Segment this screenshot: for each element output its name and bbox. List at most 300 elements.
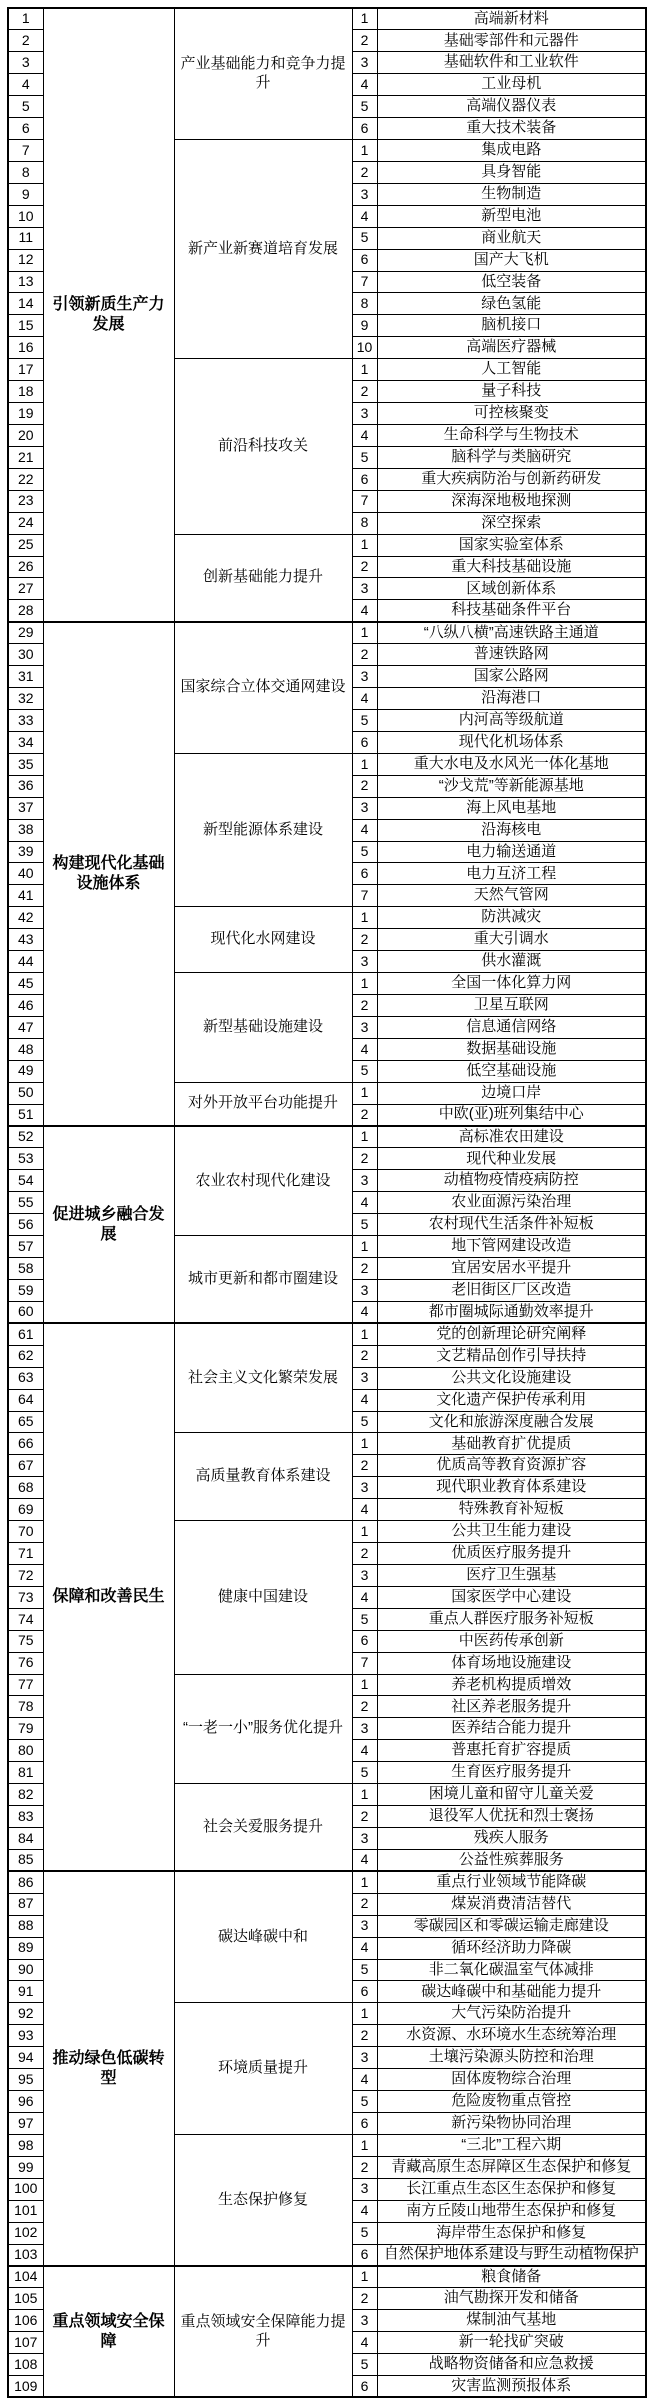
item-number-cell: 1 [352, 973, 377, 995]
item-number-cell: 6 [352, 2376, 377, 2398]
row-number-cell: 59 [8, 1279, 43, 1301]
item-number-cell: 4 [352, 2069, 377, 2091]
category-cell: 保障和改善民生 [43, 1323, 174, 1871]
item-number-cell: 3 [352, 52, 377, 74]
row-number-cell: 44 [8, 951, 43, 973]
row-number-cell: 68 [8, 1477, 43, 1499]
item-number-cell: 8 [352, 512, 377, 534]
item-name-cell: 灾害监测预报体系 [377, 2376, 646, 2398]
item-number-cell: 2 [352, 2156, 377, 2178]
item-name-cell: 青藏高原生态屏障区生态保护和修复 [377, 2156, 646, 2178]
item-number-cell: 4 [352, 1038, 377, 1060]
item-name-cell: “八纵八横”高速铁路主通道 [377, 622, 646, 644]
row-number-cell: 11 [8, 227, 43, 249]
row-number-cell: 101 [8, 2200, 43, 2222]
item-number-cell: 2 [352, 30, 377, 52]
item-number-cell: 6 [352, 863, 377, 885]
row-number-cell: 31 [8, 666, 43, 688]
item-number-cell: 4 [352, 1586, 377, 1608]
item-name-cell: 电力输送通道 [377, 841, 646, 863]
item-name-cell: 社区养老服务提升 [377, 1696, 646, 1718]
item-number-cell: 2 [352, 1104, 377, 1126]
row-number-cell: 67 [8, 1455, 43, 1477]
row-number-cell: 35 [8, 753, 43, 775]
item-name-cell: 基础零部件和元器件 [377, 30, 646, 52]
item-name-cell: 重大疾病防治与创新药研发 [377, 468, 646, 490]
item-name-cell: 困境儿童和留守儿童关爱 [377, 1784, 646, 1806]
row-number-cell: 81 [8, 1762, 43, 1784]
item-number-cell: 1 [352, 8, 377, 30]
subcategory-cell: 产业基础能力和竞争力提升 [174, 8, 352, 140]
row-number-cell: 75 [8, 1630, 43, 1652]
item-number-cell: 2 [352, 381, 377, 403]
row-number-cell: 104 [8, 2266, 43, 2288]
item-name-cell: 集成电路 [377, 140, 646, 162]
item-name-cell: 中医药传承创新 [377, 1630, 646, 1652]
row-number-cell: 57 [8, 1236, 43, 1258]
category-cell: 重点领域安全保障 [43, 2266, 174, 2398]
item-number-cell: 2 [352, 556, 377, 578]
item-name-cell: 宜居安居水平提升 [377, 1258, 646, 1280]
item-name-cell: 海岸带生态保护和修复 [377, 2222, 646, 2244]
subcategory-cell: 碳达峰碳中和 [174, 1871, 352, 2003]
item-name-cell: 新污染物协同治理 [377, 2113, 646, 2135]
item-name-cell: 党的创新理论研究阐释 [377, 1323, 646, 1345]
item-number-cell: 1 [352, 1126, 377, 1148]
item-name-cell: 农业面源污染治理 [377, 1192, 646, 1214]
item-number-cell: 7 [352, 1652, 377, 1674]
item-name-cell: 固体废物综合治理 [377, 2069, 646, 2091]
item-number-cell: 3 [352, 1279, 377, 1301]
row-number-cell: 55 [8, 1192, 43, 1214]
item-name-cell: 绿色氢能 [377, 293, 646, 315]
item-name-cell: 基础软件和工业软件 [377, 52, 646, 74]
item-number-cell: 2 [352, 1455, 377, 1477]
row-number-cell: 9 [8, 183, 43, 205]
item-number-cell: 5 [352, 710, 377, 732]
row-number-cell: 16 [8, 337, 43, 359]
row-number-cell: 15 [8, 315, 43, 337]
item-name-cell: 非二氧化碳温室气体减排 [377, 1959, 646, 1981]
item-name-cell: 文艺精品创作引导扶持 [377, 1345, 646, 1367]
item-name-cell: 低空装备 [377, 271, 646, 293]
subcategory-cell: “一老一小”服务优化提升 [174, 1674, 352, 1784]
row-number-cell: 94 [8, 2047, 43, 2069]
row-number-cell: 90 [8, 1959, 43, 1981]
item-name-cell: 海上风电基地 [377, 797, 646, 819]
row-number-cell: 26 [8, 556, 43, 578]
item-number-cell: 1 [352, 1871, 377, 1893]
item-number-cell: 4 [352, 1389, 377, 1411]
item-name-cell: 边境口岸 [377, 1082, 646, 1104]
item-name-cell: 重大科技基础设施 [377, 556, 646, 578]
row-number-cell: 13 [8, 271, 43, 293]
item-number-cell: 5 [352, 1959, 377, 1981]
item-name-cell: 内河高等级航道 [377, 710, 646, 732]
item-name-cell: 高端医疗器械 [377, 337, 646, 359]
item-number-cell: 1 [352, 753, 377, 775]
row-number-cell: 73 [8, 1586, 43, 1608]
item-name-cell: 脑科学与类脑研究 [377, 446, 646, 468]
item-name-cell: 全国一体化算力网 [377, 973, 646, 995]
row-number-cell: 62 [8, 1345, 43, 1367]
item-number-cell: 3 [352, 797, 377, 819]
item-number-cell: 5 [352, 841, 377, 863]
item-name-cell: 动植物疫情疫病防控 [377, 1170, 646, 1192]
row-number-cell: 64 [8, 1389, 43, 1411]
row-number-cell: 63 [8, 1367, 43, 1389]
row-number-cell: 85 [8, 1849, 43, 1871]
item-number-cell: 3 [352, 951, 377, 973]
item-number-cell: 3 [352, 2310, 377, 2332]
row-number-cell: 10 [8, 205, 43, 227]
item-name-cell: 科技基础条件平台 [377, 600, 646, 622]
row-number-cell: 102 [8, 2222, 43, 2244]
item-name-cell: 优质高等教育资源扩容 [377, 1455, 646, 1477]
row-number-cell: 27 [8, 578, 43, 600]
row-number-cell: 69 [8, 1499, 43, 1521]
row-number-cell: 87 [8, 1893, 43, 1915]
table-row [8, 1126, 646, 1148]
row-number-cell: 7 [8, 140, 43, 162]
item-number-cell: 5 [352, 1214, 377, 1236]
item-name-cell: 国家实验室体系 [377, 534, 646, 556]
row-number-cell: 20 [8, 425, 43, 447]
item-number-cell: 4 [352, 74, 377, 96]
row-number-cell: 107 [8, 2332, 43, 2354]
subcategory-cell: 城市更新和都市圈建设 [174, 1236, 352, 1324]
row-number-cell: 76 [8, 1652, 43, 1674]
item-name-cell: 重大技术装备 [377, 118, 646, 140]
row-number-cell: 19 [8, 403, 43, 425]
row-number-cell: 12 [8, 249, 43, 271]
item-number-cell: 2 [352, 2288, 377, 2310]
item-number-cell: 4 [352, 2200, 377, 2222]
item-number-cell: 4 [352, 205, 377, 227]
item-number-cell: 6 [352, 731, 377, 753]
item-name-cell: 重大水电及水风光一体化基地 [377, 753, 646, 775]
row-number-cell: 54 [8, 1170, 43, 1192]
subcategory-cell: 生态保护修复 [174, 2134, 352, 2266]
item-name-cell: 残疾人服务 [377, 1828, 646, 1850]
item-number-cell: 3 [352, 1016, 377, 1038]
row-number-cell: 100 [8, 2178, 43, 2200]
item-number-cell: 3 [352, 666, 377, 688]
row-number-cell: 78 [8, 1696, 43, 1718]
item-name-cell: 油气勘探开发和储备 [377, 2288, 646, 2310]
row-number-cell: 41 [8, 885, 43, 907]
row-number-cell: 89 [8, 1937, 43, 1959]
item-name-cell: 商业航天 [377, 227, 646, 249]
item-name-cell: 新型电池 [377, 205, 646, 227]
row-number-cell: 22 [8, 468, 43, 490]
category-cell: 引领新质生产力发展 [43, 8, 174, 622]
item-name-cell: “三北”工程六期 [377, 2134, 646, 2156]
item-number-cell: 1 [352, 622, 377, 644]
row-number-cell: 28 [8, 600, 43, 622]
item-name-cell: 脑机接口 [377, 315, 646, 337]
subcategory-cell: 社会主义文化繁荣发展 [174, 1323, 352, 1433]
item-number-cell: 3 [352, 403, 377, 425]
item-number-cell: 2 [352, 1345, 377, 1367]
item-number-cell: 4 [352, 1740, 377, 1762]
item-number-cell: 7 [352, 271, 377, 293]
item-name-cell: 体育场地设施建设 [377, 1652, 646, 1674]
item-number-cell: 2 [352, 1148, 377, 1170]
item-number-cell: 6 [352, 1630, 377, 1652]
row-number-cell: 42 [8, 907, 43, 929]
item-number-cell: 1 [352, 1433, 377, 1455]
item-number-cell: 3 [352, 2047, 377, 2069]
item-number-cell: 2 [352, 644, 377, 666]
item-name-cell: 工业母机 [377, 74, 646, 96]
row-number-cell: 105 [8, 2288, 43, 2310]
table-body [8, 8, 646, 2397]
item-name-cell: 公共文化设施建设 [377, 1367, 646, 1389]
item-number-cell: 5 [352, 1411, 377, 1433]
item-name-cell: 文化和旅游深度融合发展 [377, 1411, 646, 1433]
item-number-cell: 4 [352, 1499, 377, 1521]
item-name-cell: 优质医疗服务提升 [377, 1543, 646, 1565]
item-name-cell: 人工智能 [377, 359, 646, 381]
item-name-cell: 南方丘陵山地带生态保护和修复 [377, 2200, 646, 2222]
item-name-cell: 电力互济工程 [377, 863, 646, 885]
item-name-cell: 现代种业发展 [377, 1148, 646, 1170]
row-number-cell: 106 [8, 2310, 43, 2332]
item-name-cell: 老旧街区厂区改造 [377, 1279, 646, 1301]
row-number-cell: 86 [8, 1871, 43, 1893]
item-name-cell: 沿海港口 [377, 688, 646, 710]
row-number-cell: 88 [8, 1915, 43, 1937]
row-number-cell: 80 [8, 1740, 43, 1762]
item-number-cell: 4 [352, 1937, 377, 1959]
row-number-cell: 97 [8, 2113, 43, 2135]
item-number-cell: 1 [352, 1236, 377, 1258]
row-number-cell: 79 [8, 1718, 43, 1740]
row-number-cell: 65 [8, 1411, 43, 1433]
row-number-cell: 45 [8, 973, 43, 995]
subcategory-cell: 社会关爱服务提升 [174, 1784, 352, 1872]
item-name-cell: 中欧(亚)班列集结中心 [377, 1104, 646, 1126]
table-row [8, 1323, 646, 1345]
item-number-cell: 4 [352, 1301, 377, 1323]
item-name-cell: 水资源、水环境水生态统筹治理 [377, 2025, 646, 2047]
subcategory-cell: 前沿科技攻关 [174, 359, 352, 534]
row-number-cell: 82 [8, 1784, 43, 1806]
item-name-cell: 基础教育扩优提质 [377, 1433, 646, 1455]
item-name-cell: 普惠托育扩容提质 [377, 1740, 646, 1762]
item-name-cell: 防洪减灾 [377, 907, 646, 929]
row-number-cell: 2 [8, 30, 43, 52]
item-name-cell: 数据基础设施 [377, 1038, 646, 1060]
row-number-cell: 109 [8, 2376, 43, 2398]
row-number-cell: 39 [8, 841, 43, 863]
item-name-cell: 零碳园区和零碳运输走廊建设 [377, 1915, 646, 1937]
item-name-cell: 可控核聚变 [377, 403, 646, 425]
item-number-cell: 9 [352, 315, 377, 337]
row-number-cell: 1 [8, 8, 43, 30]
subcategory-cell: 现代化水网建设 [174, 907, 352, 973]
row-number-cell: 99 [8, 2156, 43, 2178]
item-name-cell: 信息通信网络 [377, 1016, 646, 1038]
table-row [8, 2266, 646, 2288]
row-number-cell: 52 [8, 1126, 43, 1148]
row-number-cell: 84 [8, 1828, 43, 1850]
item-number-cell: 2 [352, 775, 377, 797]
row-number-cell: 70 [8, 1521, 43, 1543]
item-name-cell: 煤制油气基地 [377, 2310, 646, 2332]
row-number-cell: 40 [8, 863, 43, 885]
item-name-cell: 国家公路网 [377, 666, 646, 688]
item-name-cell: 天然气管网 [377, 885, 646, 907]
item-number-cell: 3 [352, 2178, 377, 2200]
row-number-cell: 38 [8, 819, 43, 841]
item-number-cell: 3 [352, 1915, 377, 1937]
item-number-cell: 6 [352, 2244, 377, 2266]
item-name-cell: 退役军人优抚和烈士褒扬 [377, 1806, 646, 1828]
item-name-cell: 普速铁路网 [377, 644, 646, 666]
row-number-cell: 96 [8, 2091, 43, 2113]
category-cell: 促进城乡融合发展 [43, 1126, 174, 1323]
item-name-cell: 高端新材料 [377, 8, 646, 30]
row-number-cell: 6 [8, 118, 43, 140]
item-name-cell: 区域创新体系 [377, 578, 646, 600]
row-number-cell: 83 [8, 1806, 43, 1828]
item-name-cell: 生物制造 [377, 183, 646, 205]
item-number-cell: 1 [352, 2266, 377, 2288]
row-number-cell: 18 [8, 381, 43, 403]
item-number-cell: 5 [352, 2222, 377, 2244]
item-number-cell: 3 [352, 1170, 377, 1192]
table-row [8, 8, 646, 30]
item-number-cell: 5 [352, 227, 377, 249]
row-number-cell: 36 [8, 775, 43, 797]
item-name-cell: 医养结合能力提升 [377, 1718, 646, 1740]
row-number-cell: 53 [8, 1148, 43, 1170]
item-number-cell: 2 [352, 2025, 377, 2047]
item-name-cell: 国家医学中心建设 [377, 1586, 646, 1608]
item-name-cell: 现代化机场体系 [377, 731, 646, 753]
item-number-cell: 5 [352, 2091, 377, 2113]
item-name-cell: 自然保护地体系建设与野生动植物保护 [377, 2244, 646, 2266]
item-name-cell: 土壤污染源头防控和治理 [377, 2047, 646, 2069]
table-row [8, 1871, 646, 1893]
item-number-cell: 3 [352, 578, 377, 600]
item-name-cell: 危险废物重点管控 [377, 2091, 646, 2113]
item-name-cell: 深空探索 [377, 512, 646, 534]
item-number-cell: 2 [352, 1258, 377, 1280]
item-number-cell: 3 [352, 1564, 377, 1586]
item-number-cell: 2 [352, 161, 377, 183]
row-number-cell: 14 [8, 293, 43, 315]
item-name-cell: 低空基础设施 [377, 1060, 646, 1082]
item-name-cell: 卫星互联网 [377, 994, 646, 1016]
item-number-cell: 4 [352, 819, 377, 841]
item-number-cell: 1 [352, 359, 377, 381]
item-name-cell: 煤炭消费清洁替代 [377, 1893, 646, 1915]
item-number-cell: 4 [352, 425, 377, 447]
row-number-cell: 71 [8, 1543, 43, 1565]
item-name-cell: 生育医疗服务提升 [377, 1762, 646, 1784]
item-number-cell: 10 [352, 337, 377, 359]
subcategory-cell: 农业农村现代化建设 [174, 1126, 352, 1236]
row-number-cell: 50 [8, 1082, 43, 1104]
item-number-cell: 7 [352, 490, 377, 512]
row-number-cell: 95 [8, 2069, 43, 2091]
item-number-cell: 3 [352, 1477, 377, 1499]
item-name-cell: 深海深地极地探测 [377, 490, 646, 512]
row-number-cell: 48 [8, 1038, 43, 1060]
subcategory-cell: 创新基础能力提升 [174, 534, 352, 622]
item-number-cell: 1 [352, 140, 377, 162]
table-row [8, 622, 646, 644]
row-number-cell: 108 [8, 2354, 43, 2376]
row-number-cell: 77 [8, 1674, 43, 1696]
item-number-cell: 1 [352, 1082, 377, 1104]
row-number-cell: 49 [8, 1060, 43, 1082]
row-number-cell: 98 [8, 2134, 43, 2156]
item-number-cell: 2 [352, 1696, 377, 1718]
item-name-cell: 新一轮找矿突破 [377, 2332, 646, 2354]
row-number-cell: 4 [8, 74, 43, 96]
row-number-cell: 3 [8, 52, 43, 74]
item-name-cell: 文化遗产保护传承利用 [377, 1389, 646, 1411]
item-name-cell: 生命科学与生物技术 [377, 425, 646, 447]
item-number-cell: 6 [352, 468, 377, 490]
item-number-cell: 3 [352, 183, 377, 205]
item-number-cell: 5 [352, 446, 377, 468]
row-number-cell: 58 [8, 1258, 43, 1280]
item-name-cell: 特殊教育补短板 [377, 1499, 646, 1521]
item-number-cell: 7 [352, 885, 377, 907]
row-number-cell: 43 [8, 929, 43, 951]
row-number-cell: 92 [8, 2003, 43, 2025]
item-name-cell: 供水灌溉 [377, 951, 646, 973]
item-number-cell: 1 [352, 1323, 377, 1345]
item-number-cell: 1 [352, 2134, 377, 2156]
item-number-cell: 2 [352, 994, 377, 1016]
item-name-cell: 具身智能 [377, 161, 646, 183]
row-number-cell: 61 [8, 1323, 43, 1345]
item-number-cell: 3 [352, 1367, 377, 1389]
item-name-cell: 农村现代生活条件补短板 [377, 1214, 646, 1236]
item-number-cell: 1 [352, 907, 377, 929]
item-number-cell: 1 [352, 1784, 377, 1806]
item-name-cell: 沿海核电 [377, 819, 646, 841]
item-number-cell: 6 [352, 249, 377, 271]
subcategory-cell: 重点领域安全保障能力提升 [174, 2266, 352, 2398]
item-number-cell: 4 [352, 2332, 377, 2354]
item-name-cell: 养老机构提质增效 [377, 1674, 646, 1696]
row-number-cell: 74 [8, 1608, 43, 1630]
item-name-cell: “沙戈荒”等新能源基地 [377, 775, 646, 797]
item-number-cell: 1 [352, 1674, 377, 1696]
item-name-cell: 重点人群医疗服务补短板 [377, 1608, 646, 1630]
row-number-cell: 23 [8, 490, 43, 512]
row-number-cell: 29 [8, 622, 43, 644]
row-number-cell: 51 [8, 1104, 43, 1126]
row-number-cell: 30 [8, 644, 43, 666]
item-number-cell: 1 [352, 2003, 377, 2025]
item-number-cell: 3 [352, 1828, 377, 1850]
row-number-cell: 32 [8, 688, 43, 710]
item-number-cell: 4 [352, 600, 377, 622]
row-number-cell: 34 [8, 731, 43, 753]
projects-table [7, 7, 647, 2398]
subcategory-cell: 新产业新赛道培育发展 [174, 140, 352, 359]
item-number-cell: 6 [352, 2113, 377, 2135]
row-number-cell: 93 [8, 2025, 43, 2047]
